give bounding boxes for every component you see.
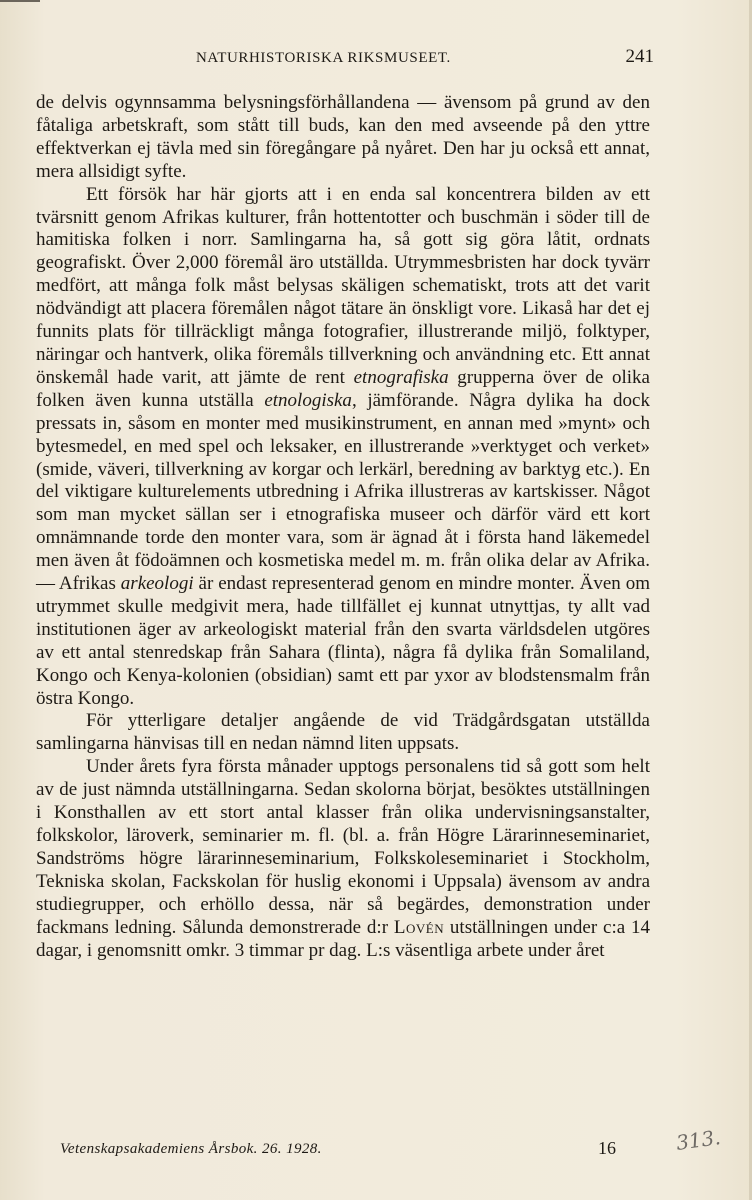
paragraph: de delvis ogynnsamma belysningsförhållandena — ävensom på grund av den fåtaliga arbetskraft, som stått till buds, kan den med avseende på den yttre effektverkan ej tävla med sin föregångare på nyåret. Den har ju också ett annat, mera allsidigt syfte. bbox=[36, 92, 650, 182]
sheet-number: 16 bbox=[598, 1138, 616, 1158]
running-head: NATURHISTORISKA RIKSMUSEET. bbox=[196, 50, 451, 66]
pencil-annotation: 313. bbox=[674, 1125, 722, 1155]
paragraph: Ett försök har här gjorts att i en enda sal koncentrera bilden av ett tvärsnitt genom Afrikas kulturer, från hottentotter och buschmän i söder till de hamitiska folken i norr. Samlingarna ha, så gott sig göra låtit, ordnats geografiskt. Över 2,000 föremål äro utställda. Utrymmesbristen har dock tyvärr medfört, att många folk måst belysas skäligen schematiskt, trots att det varit nödvändigt att placera föremålen något tätare än önskligt vore. Likaså har det ej funnits plats för tillräckligt många fotografier, illustrerande miljö, folktyper, näringar och hantverk, olika föremåls tillverkning och användning etc. Ett annat önskemål hade varit, att jämte de rent etnografiska grupperna över de olika folken även kunna utställa etnologiska, jämförande. Några dylika ha dock pressats in, såsom en monter med musikinstrument, en annan med »mynt» och bytesmedel, en med spel och leksaker, en illustrerande »verktyget och verket» (smide, väveri, tillverkning av korgar och lerkärl, beredning av barktyg etc.). En del viktigare kulturelements utbredning i Afrika illustreras av kartskisser. Något som man mycket sällan ser i etnografiska museer och därför värd ett kort omnämnande torde den monter vara, som är ägnad åt i första hand läkemedel men även åt födoämnen och kosmetiska medel m. m. från olika delar av Afrika. — Afrikas arkeologi är endast representerad genom en mindre monter. Även om utrymmet skulle medgivit mera, hade tillfället ej kunnat utnyttjas, ty allt vad institutionen äger av arkeologiskt material från den svarta världsdelen utgöres av ett antal stenredskap från Sahara (flinta), några få dylika från Somaliland, Kongo och Kenya-kolonien (obsidian) samt ett par yxor av blodstensmalm från östra Kongo. bbox=[36, 183, 650, 709]
footer-title: Vetenskapsakademiens Årsbok. 26. 1928. bbox=[60, 1141, 322, 1157]
page-header bbox=[36, 44, 654, 74]
scan-edge-line bbox=[0, 0, 40, 2]
paragraph: Under årets fyra första månader upptogs personalens tid så gott som helt av de just nämnda utställningarna. Sedan skolorna börjat, besöktes utställningen i Konsthallen av ett stort antal klasser från olika undervisningsanstalter, folkskolor, läroverk, seminarier m. fl. (bl. a. från Högre Lärarinneseminariet, Sandströms högre lärarinneseminarium, Folkskoleseminariet i Stockholm, Tekniska skolan, Fackskolan för huslig ekonomi i Uppsala) ävensom av andra studiegrupper, och erhöllo dessa, när så begärdes, demonstration under fackmans ledning. Sålunda demonstrerade d:r Lovén utställningen under c:a 14 dagar, i genomsnitt omkr. 3 timmar pr dag. L:s väsentliga arbete under året bbox=[36, 756, 650, 961]
page-number: 241 bbox=[625, 46, 654, 67]
body-text bbox=[36, 92, 650, 962]
paragraph: För ytterligare detaljer angående de vid Trädgårdsgatan utställda samlingarna hänvisas till en nedan nämnd liten uppsats. bbox=[36, 710, 650, 755]
page-footer bbox=[60, 1138, 616, 1164]
